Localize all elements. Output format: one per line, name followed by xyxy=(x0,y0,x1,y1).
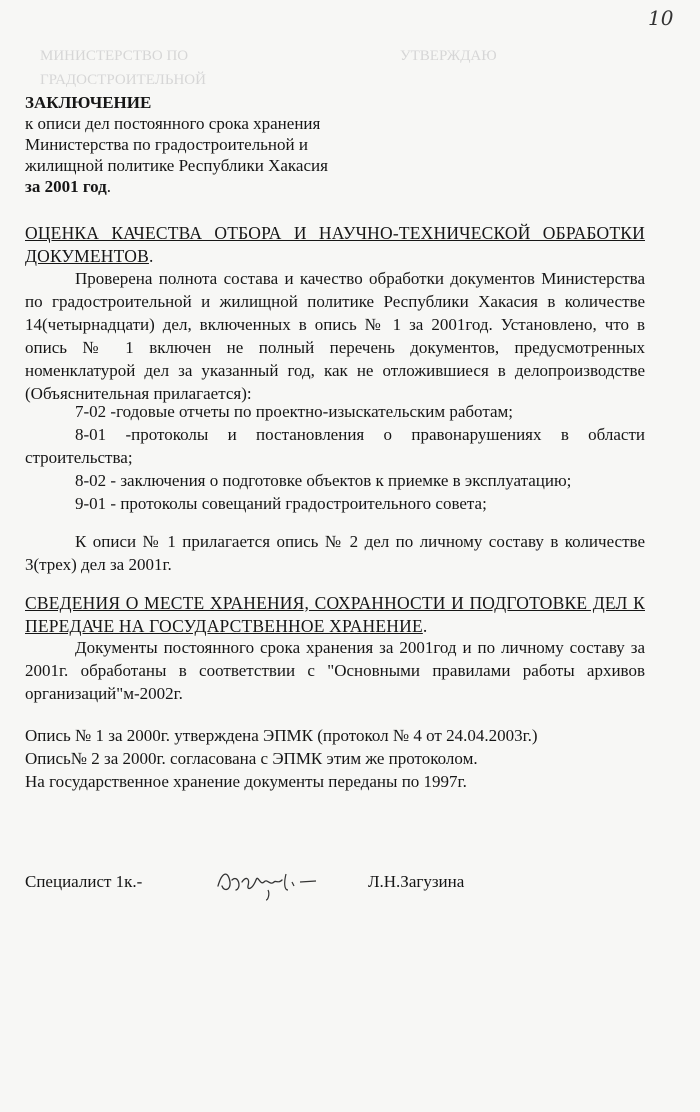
list-item: 8-01 -протоколы и постановления о правонарушениях в области строительства; xyxy=(25,425,645,467)
handwritten-signature xyxy=(212,860,322,902)
list-item: 9-01 - протоколы совещаний градостроительного совета; xyxy=(75,494,487,513)
document-header xyxy=(25,92,328,197)
list-item: 8-02 - заключения о подготовке объектов к приемке в эксплуатацию; xyxy=(75,471,572,490)
paragraph-inventory-2: К описи № 1 прилагается опись № 2 дел по личному составу в количестве 3(трех) дел за 2001г. xyxy=(25,532,645,574)
bleed-through-text: МИНИСТЕРСТВО ПО xyxy=(40,48,189,64)
signature-name: Л.Н.Загузина xyxy=(368,872,465,891)
paragraph-check: Проверена полнота состава и качество обработки документов Министерства по градостроительной и жилищной политике Республики Хакасия в количестве 14(четырнадцати) дел, включенных в опись № 1 за 2001год. Установлено, что в опись № 1 включен не полный перечень документов, предусмотренных номенклатурой дел за указанный год, как не отложившиеся в делопроизводстве (Объяснительная прилагается): xyxy=(25,269,645,403)
list-item: 7-02 -годовые отчеты по проектно-изыскательским работам; xyxy=(75,402,513,421)
section-title-text: СВЕДЕНИЯ О МЕСТЕ ХРАНЕНИЯ, СОХРАННОСТИ И ПОДГОТОВКЕ ДЕЛ К ПЕРЕДАЧЕ НА ГОСУДАРСТВЕННОЕ ХРАНЕНИЕ xyxy=(25,593,645,636)
note-line: Опись № 1 за 2000г. утверждена ЭПМК (протокол № 4 от 24.04.2003г.) xyxy=(25,726,538,745)
header-period: . xyxy=(106,177,111,196)
section-title-period: . xyxy=(422,616,428,636)
paragraph-processing: Документы постоянного срока хранения за 2001год и по личному составу за 2001г. обработаны в соответствии с "Основными правилами работы архивов организаций"м-2002г. xyxy=(25,638,645,703)
note-line: На государственное хранение документы переданы по 1997г. xyxy=(25,772,467,791)
header-line: к описи дел постоянного срока хранения xyxy=(25,114,321,133)
header-line: Министерства по градостроительной и xyxy=(25,135,308,154)
page-number: 10 xyxy=(648,6,674,30)
section-title-text: ОЦЕНКА КАЧЕСТВА ОТБОРА И НАУЧНО-ТЕХНИЧЕСКОЙ ОБРАБОТКИ ДОКУМЕНТОВ xyxy=(25,223,645,266)
header-line: жилищной политике Республики Хакасия xyxy=(25,156,328,175)
bleed-through-text: ГРАДОСТРОИТЕЛЬНОЙ xyxy=(40,72,206,88)
document-title: ЗАКЛЮЧЕНИЕ xyxy=(25,93,152,112)
section-title-quality xyxy=(25,222,645,268)
header-year-line xyxy=(25,176,328,197)
header-year: за 2001 год xyxy=(25,177,107,196)
section-title-period: . xyxy=(148,246,154,266)
bleed-through-text: УТВЕРЖДАЮ xyxy=(400,48,497,64)
note-line: Опись№ 2 за 2000г. согласована с ЭПМК этим же протоколом. xyxy=(25,749,478,768)
signature-role: Специалист 1к.- xyxy=(25,872,143,891)
section-title-storage xyxy=(25,592,645,638)
